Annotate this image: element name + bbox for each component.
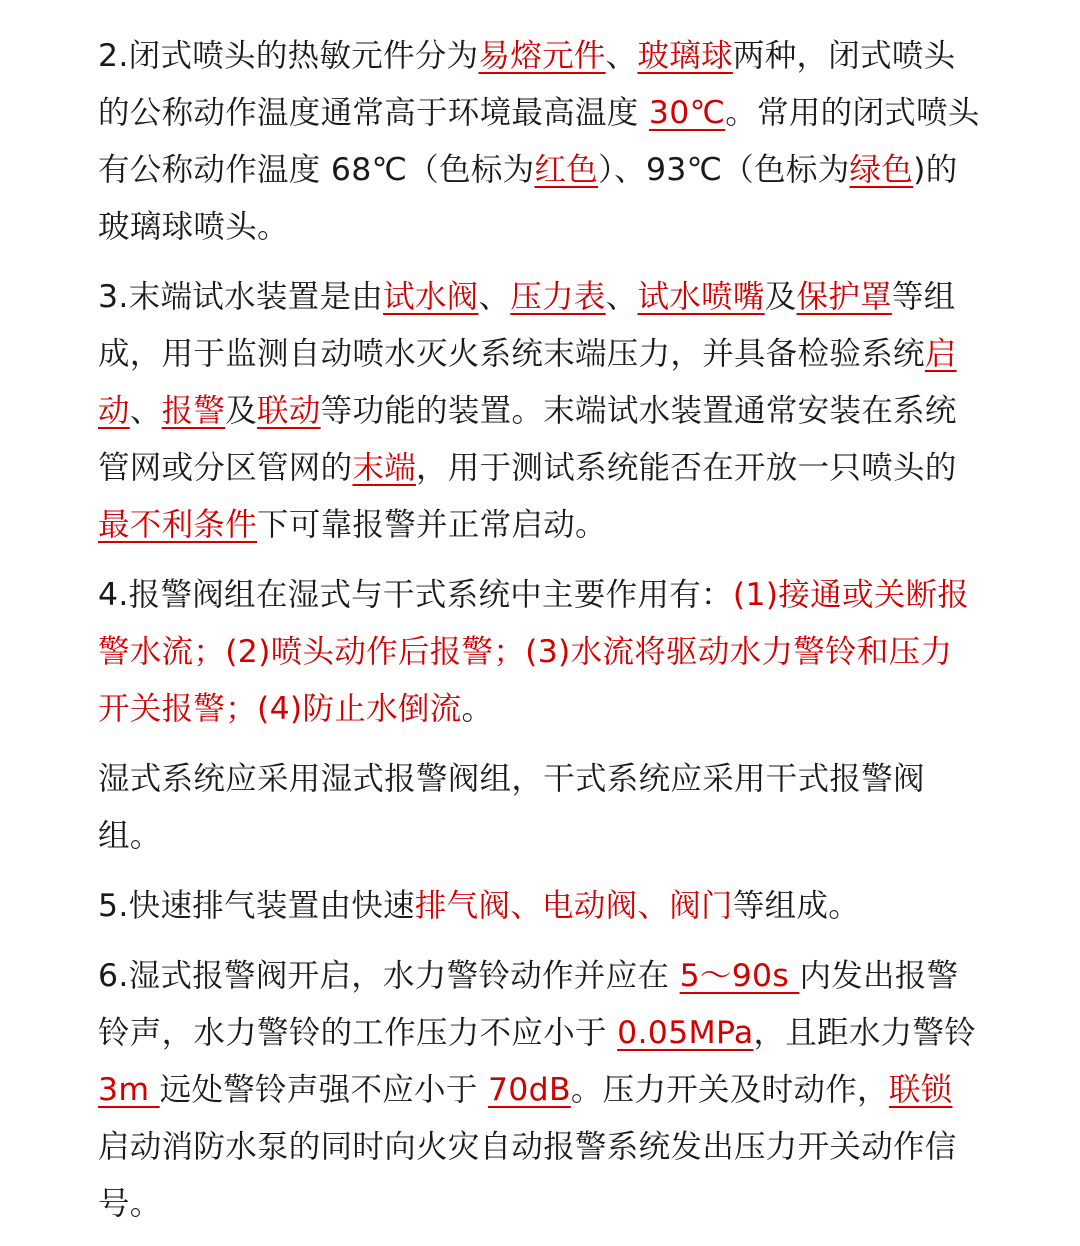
- underlined-key-term: 试水喷嘴: [637, 279, 765, 315]
- highlighted-text: (1)接通或关断报警水流；(2)喷头动作后报警；(3)水流将驱动水力警铃和压力开关报警；(4)防止水倒流: [98, 577, 970, 727]
- paragraph: [98, 28, 984, 256]
- body-text: 、: [605, 279, 638, 315]
- paragraph: [98, 948, 984, 1233]
- body-text: 下可靠报警并正常启动。: [257, 507, 607, 543]
- underlined-key-term: 0.05MPa: [617, 1015, 754, 1051]
- underlined-key-term: 联锁: [888, 1072, 953, 1108]
- paragraph: [98, 878, 984, 935]
- body-text: 等功能的装置。末端试水装置通常安装在系统管网或分区管网的: [98, 393, 957, 486]
- underlined-key-term: 末端: [352, 450, 417, 486]
- body-text: 3.末端试水装置是由: [98, 279, 384, 315]
- underlined-key-term: 最不利条件: [98, 507, 258, 543]
- body-text: ，用于测试系统能否在开放一只喷头的: [416, 450, 957, 486]
- underlined-key-term: 保护罩: [796, 279, 892, 315]
- underlined-key-term: 联动: [257, 393, 321, 429]
- body-text: 4.报警阀组在湿式与干式系统中主要作用有：: [98, 577, 733, 613]
- underlined-key-term: 3m: [98, 1072, 160, 1108]
- underlined-key-term: 报警: [161, 393, 226, 429]
- body-text: )的玻璃球喷头。: [98, 152, 958, 245]
- body-text: 、: [478, 279, 511, 315]
- body-text: 内发出报警铃声，水力警铃的工作压力不应小于: [98, 958, 959, 1051]
- body-text: 等组成，用于监测自动喷水灭火系统末端压力，并具备检验系统: [98, 279, 956, 372]
- underlined-key-term: 玻璃球: [637, 38, 733, 74]
- body-text: 。常用的闭式喷头有公称动作温度 68℃（色标为: [98, 95, 980, 188]
- body-text: 启动消防水泵的同时向火灾自动报警系统发出压力开关动作信号。: [98, 1129, 957, 1222]
- body-text: 及: [764, 279, 797, 315]
- underlined-key-term: 压力表: [510, 279, 606, 315]
- body-text: 、: [605, 38, 638, 74]
- underlined-key-term: 30℃: [648, 95, 726, 131]
- body-text: 等组成。: [732, 888, 861, 924]
- body-text: 湿式系统应采用湿式报警阀组，干式系统应采用干式报警阀组。: [98, 761, 925, 854]
- underlined-key-term: 试水阀: [383, 279, 479, 315]
- body-text: 及: [225, 393, 258, 429]
- body-text: 。: [461, 691, 494, 727]
- underlined-key-term: 5～90s: [679, 958, 800, 994]
- underlined-key-term: 绿色: [849, 152, 914, 188]
- body-text: 两种，闭式喷头的公称动作温度通常高于环境最高温度: [98, 38, 956, 131]
- paragraph: [98, 269, 984, 554]
- body-text: ，且距水力警铃: [753, 1015, 977, 1051]
- underlined-key-term: 70dB: [487, 1072, 571, 1108]
- body-text: 远处警铃声强不应小于: [159, 1072, 488, 1108]
- body-text: 2.闭式喷头的热敏元件分为: [98, 38, 479, 74]
- document-body: [98, 28, 984, 1246]
- body-text: 5.快速排气装置由快速: [98, 888, 415, 924]
- body-text: 。压力开关及时动作，: [570, 1072, 889, 1108]
- paragraph: [98, 751, 984, 865]
- body-text: 、: [129, 393, 162, 429]
- body-text: ）、93℃（色标为: [598, 152, 850, 188]
- paragraph: [98, 567, 984, 738]
- highlighted-text: 排气阀、电动阀、阀门: [414, 888, 733, 924]
- body-text: 6.湿式报警阀开启，水力警铃动作并应在: [98, 958, 680, 994]
- underlined-key-term: 易熔元件: [478, 38, 606, 74]
- underlined-key-term: 红色: [534, 152, 599, 188]
- underlined-key-term: 启动: [98, 336, 957, 429]
